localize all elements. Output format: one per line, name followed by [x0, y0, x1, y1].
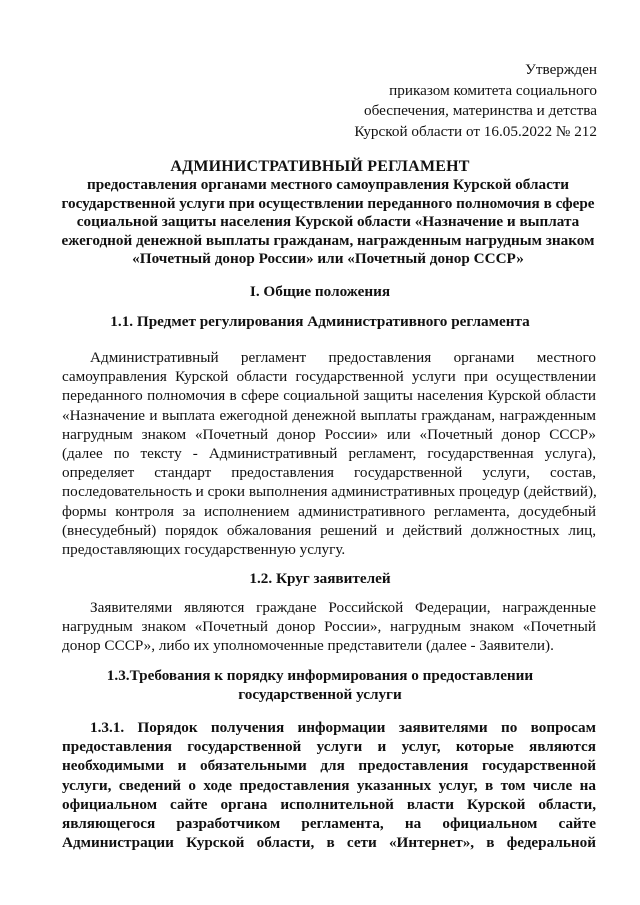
text-line: предоставляющих государственную услугу. [62, 541, 346, 559]
text-line: определяет стандарт предоставления государственной услуги, состав, [62, 464, 596, 482]
approval-stamp [354, 60, 597, 142]
text-line: «Назначение и выплата ежегодной денежной выплаты гражданам, награжденным [62, 406, 596, 424]
text-line: переданного полномочия в сфере социальной защиты населения Курской области [62, 387, 596, 405]
text-line: 1.3.1. Порядок получения информации заявителями по вопросам [90, 719, 596, 736]
approval-line: обеспечения, материнства и детства [364, 102, 597, 119]
section-heading: I. Общие положения [249, 283, 391, 300]
paragraph-applicants [62, 598, 596, 656]
text-line: услуги, сведений о ходе предоставления указанных услуг, в том числе на [62, 776, 596, 794]
subsection-heading: 1.1. Предмет регулирования Административного регламента [110, 313, 530, 330]
subtitle-line: предоставления органами местного самоуправления Курской области [86, 176, 570, 193]
subsection-heading: 1.2. Круг заявителей [249, 570, 391, 587]
approval-line: Курской области от 16.05.2022 № 212 [354, 122, 597, 140]
subsection-heading-informing [0, 666, 640, 704]
approval-line: Утвержден [525, 61, 597, 78]
text-line: Заявителями являются граждане Российской Федерации, награжденные [90, 599, 596, 616]
document-title: АДМИНИСТРАТИВНЫЙ РЕГЛАМЕНТ [170, 158, 470, 175]
text-line: предоставления государственной услуги и услуг, которые являются [62, 738, 596, 756]
text-line: нагрудным знаком «Почетный донор России», нагрудным знаком «Почетный [62, 618, 596, 636]
document-subtitle [58, 176, 598, 269]
text-line: последовательность и сроки выполнения административных процедур (действий), [62, 483, 597, 501]
text-line: самоуправления Курской области государственной услуги при осуществлении [62, 368, 596, 386]
text-line: формы контроля за исполнением административного регламента, досудебный [62, 502, 596, 520]
text-line: (внесудебный) порядок обжалования решений и действий должностных лиц, [62, 521, 596, 539]
text-line: (далее по тексту - Административный регламент, государственная услуга), [62, 445, 596, 463]
subtitle-line: ежегодной денежной выплаты гражданам, награжденным нагрудным знаком [61, 231, 595, 249]
text-line: Административный регламент предоставления органами местного [90, 349, 596, 366]
text-line: донор СССР», либо их уполномоченные представители (далее - Заявители). [62, 637, 554, 655]
subtitle-line: государственной услуги при осуществлении переданного полномочия в сфере [61, 194, 595, 212]
text-line: необходимыми и обязательными для предоставления государственной [62, 757, 596, 775]
text-line: являющегося разработчиком регламента, на официальном сайте [62, 815, 596, 833]
subtitle-line: социальной защиты населения Курской области «Назначение и выплата [76, 213, 580, 231]
paragraph-subject [62, 348, 596, 559]
paragraph-1-3-1 [62, 718, 596, 852]
subtitle-line: «Почетный донор России» или «Почетный донор СССР» [132, 250, 524, 268]
text-line: нагрудным знаком «Почетный донор России» или «Почетный донор СССР» [62, 425, 596, 443]
heading-line: 1.3.Требования к порядку информирования о предоставлении [106, 667, 534, 684]
heading-line: государственной услуги [238, 686, 402, 703]
text-line: Администрации Курской области, в сети «Интернет», в федеральной [62, 834, 596, 852]
text-line: официальном сайте органа исполнительной власти Курской области, [62, 795, 596, 813]
approval-line: приказом комитета социального [389, 81, 597, 99]
